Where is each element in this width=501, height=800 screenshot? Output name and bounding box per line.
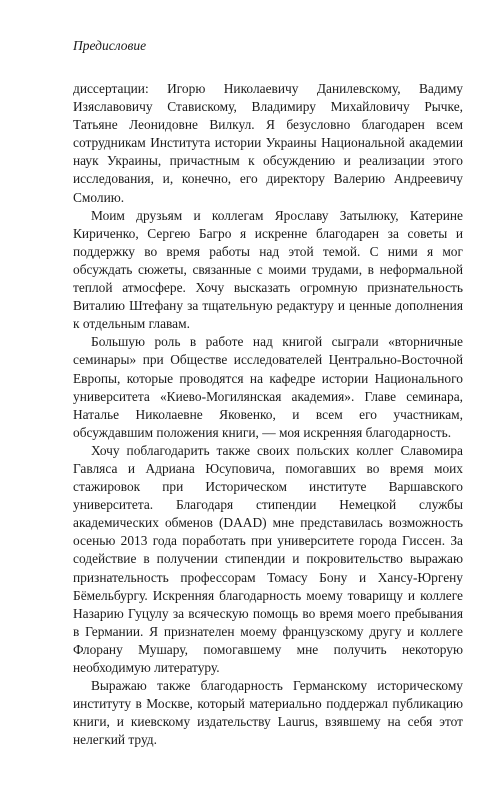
paragraph-institute: Выражаю также благодарность Германскому историческому институту в Москве, который материально поддержал публикацию книги, и киевскому издательству Laurus, взявшему на себя этот нелегкий труд. [73, 678, 463, 748]
paragraph-polish-colleagues: Хочу поблагодарить также своих польских коллег Славомира Гавляса и Адриана Юсуповича, помогавших во время моих стажировок при Историческом институте Варшавского университета. Благодаря стипендии Немецкой службы академических обменов (DAAD) мне представилась возможность осенью 2013 года поработать при университете города Гиссен. За содействие в получении стипендии и покровительство выражаю признательность профессорам Томасу Бону и Хансу-Юргену Бёмельбургу. Искренняя благодарность моему товарищу и коллеге Назарию Гуцулу за всяческую помощь во время моего пребывания в Германии. Я признателен моему французскому другу и коллеге Флорану Мушару, помогавшему мне получить некоторую необходимую литературу. [73, 442, 463, 675]
body-text [73, 80, 463, 749]
paragraph-continued: диссертации: Игорю Николаевичу Данилевскому, Вадиму Изяславовичу Ставискому, Владимиру Михайловичу Рычке, Татьяне Леонидовне Вилкул. Я безусловно благодарен всем сотрудникам Института истории Украины Национальной академии наук Украины, причастным к обсуждению и реализации этого исследования, и, конечно, его директору Валерию Андреевичу Смолию. [73, 81, 463, 205]
paragraph-seminars: Большую роль в работе над книгой сыграли «вторничные семинары» при Обществе исследователей Центрально-Восточной Европы, которые проводятся на кафедре истории Национального университета «Киево-Могилянская академия». Главе семинара, Наталье Николаевне Яковенко, и всем его участникам, обсуждавшим положения книги, — моя искренняя благодарность. [73, 334, 463, 440]
paragraph-friends: Моим друзьям и коллегам Ярославу Затылюку, Катерине Кириченко, Сергею Багро я искренне благодарен за советы и поддержку во время работы над этой темой. С ними я мог обсуждать сюжеты, связанные с моими трудами, в неформальной теплой атмосфере. Хочу высказать огромную признательность Виталию Штефану за тщательную редактуру и ценные дополнения к отдельным главам. [73, 207, 463, 332]
running-head: Предисловие [73, 38, 147, 53]
